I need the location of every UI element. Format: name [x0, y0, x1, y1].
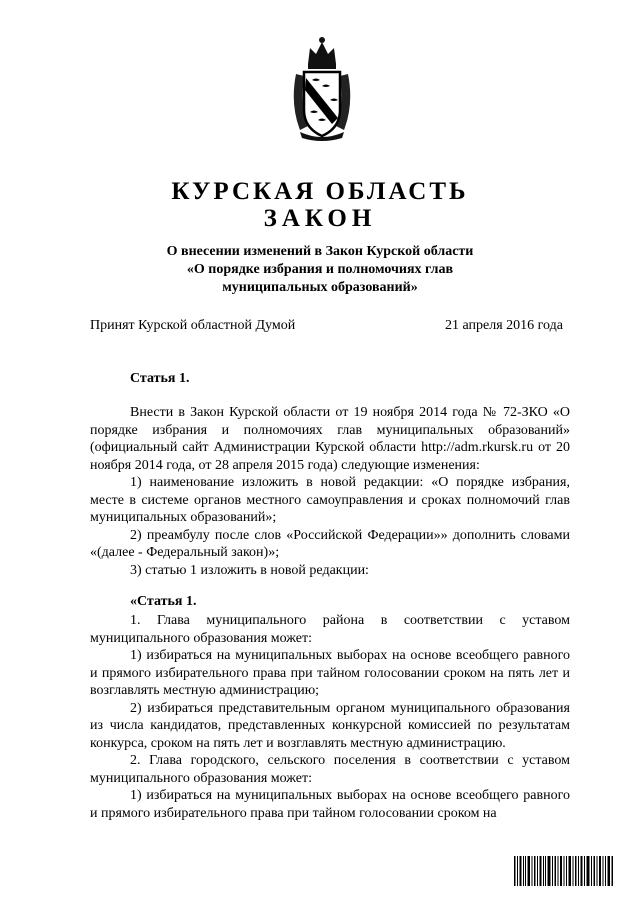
subtitle-line: муниципальных образований» [222, 280, 418, 295]
region-title: КУРСКАЯ ОБЛАСТЬ [171, 178, 469, 205]
paragraph: 2) преамбулу после слов «Российской Федерации»» дополнить словами «(далее - Федеральный закон)»; [90, 527, 570, 560]
paragraph: 2) избираться представительным органом муниципального образования из числа кандидатов, представленных конкурсной комиссией по результатам конкурса, сроком на пять лет и возглавлять местную администрацию. [90, 700, 570, 751]
adopted-by: Принят Курской областной Думой [90, 318, 296, 333]
paragraph: 1) избираться на муниципальных выборах на основе всеобщего равного и прямого избирательного права при тайном голосовании сроком на пять лет и возглавлять местную администрацию; [90, 648, 570, 698]
paragraph: Внести в Закон Курской области от 19 ноября 2014 года № 72-ЗКО «О порядке избрания и полномочиях глав муниципальных образований» (официальный сайт Администрации Курской области http://adm.rkursk.ru от 20 ноября 2014 года, от 28 апреля 2015 года) следующие изменения: [90, 405, 570, 473]
article-body [90, 404, 570, 579]
article-heading: Статья 1. [130, 371, 190, 386]
law-title: ЗАКОН [263, 205, 377, 232]
adoption-line [90, 317, 563, 335]
paragraph: 1) избираться на муниципальных выборах на основе всеобщего равного и прямого избирательного права при тайном голосовании сроком на [90, 788, 570, 821]
paragraph: 1. Глава муниципального района в соответствии с уставом муниципального образования может: [90, 613, 570, 646]
law-subtitle [120, 243, 520, 297]
barcode-icon [514, 856, 614, 886]
paragraph: 3) статью 1 изложить в новой редакции: [130, 562, 369, 578]
adoption-date: 21 апреля 2016 года [445, 318, 563, 333]
quoted-article-body [90, 612, 570, 822]
subtitle-line: «О порядке избрания и полномочиях глав [186, 262, 454, 277]
coat-of-arms-icon [286, 34, 358, 142]
paragraph: 2. Глава городского, сельского поселения в соответствии с уставом муниципального образования может: [90, 753, 570, 786]
subtitle-line: О внесении изменений в Закон Курской области [166, 244, 474, 259]
paragraph: 1) наименование изложить в новой редакции: «О порядке избрания, месте в системе органов местного самоуправления и сроках полномочий глав муниципальных образований»; [90, 475, 570, 525]
quoted-article-heading: «Статья 1. [130, 594, 197, 609]
